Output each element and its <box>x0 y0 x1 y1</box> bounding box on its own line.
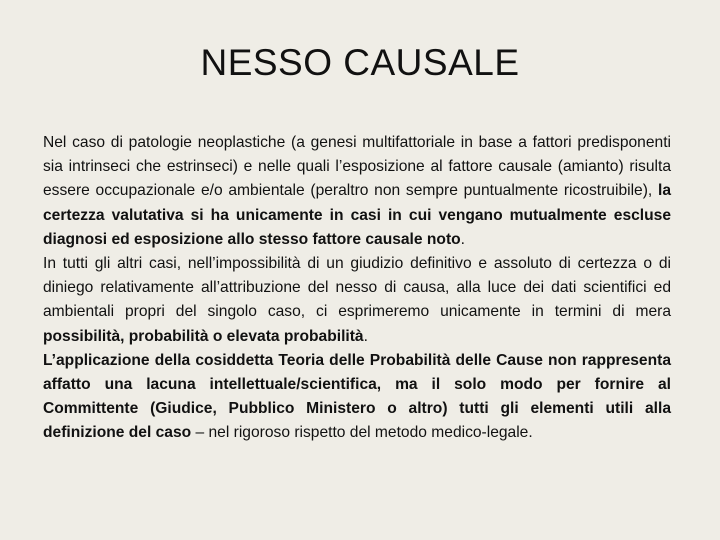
paragraph-3-emphasis: L’applicazione della cosiddetta Teoria delle Probabilità delle Cause non rappresenta affatto una lacuna intellettuale/scientifica, ma il solo modo per fornire al Committente (Giudice, Pubblico Ministero o altro) tutti gli elementi utili alla definizione del caso <box>43 351 671 442</box>
paragraph-1-text: Nel caso di patologie neoplastiche (a genesi multifattoriale in base a fattori predisponenti sia intrinseci che estrinseci) e nelle quali l’esposizione al fattore causale (amianto) risulta essere occupazionale e/o ambientale (peraltro non sempre puntualmente ricostruibile), <box>43 134 671 200</box>
paragraph-2-end: . <box>363 327 368 345</box>
paragraph-3-text: – nel rigoroso rispetto del metodo medico-legale <box>191 424 529 442</box>
paragraph-3-end: . <box>528 424 533 442</box>
paragraph-3 <box>43 349 671 446</box>
paragraph-2-emphasis: possibilità, probabilità o elevata probabilità <box>43 327 364 345</box>
paragraph-1-end: . <box>460 230 466 248</box>
slide-body <box>43 131 671 446</box>
paragraph-1 <box>43 131 671 252</box>
slide-title: NESSO CAUSALE <box>200 42 520 83</box>
paragraph-2-text: In tutti gli altri casi, nell’impossibilità di un giudizio definitivo e assoluto di certezza o di diniego relativamente all’attribuzione del nesso di causa, alla luce dei dati scientifici ed ambientali propri del singolo caso, ci esprimeremo unicamente in termini di mera <box>43 255 671 321</box>
paragraph-1-emphasis: la certezza valutativa si ha unicamente in casi in cui vengano mutualmente escluse diagnosi ed esposizione allo stesso fattore causale noto <box>43 182 671 248</box>
paragraph-2 <box>43 252 671 349</box>
